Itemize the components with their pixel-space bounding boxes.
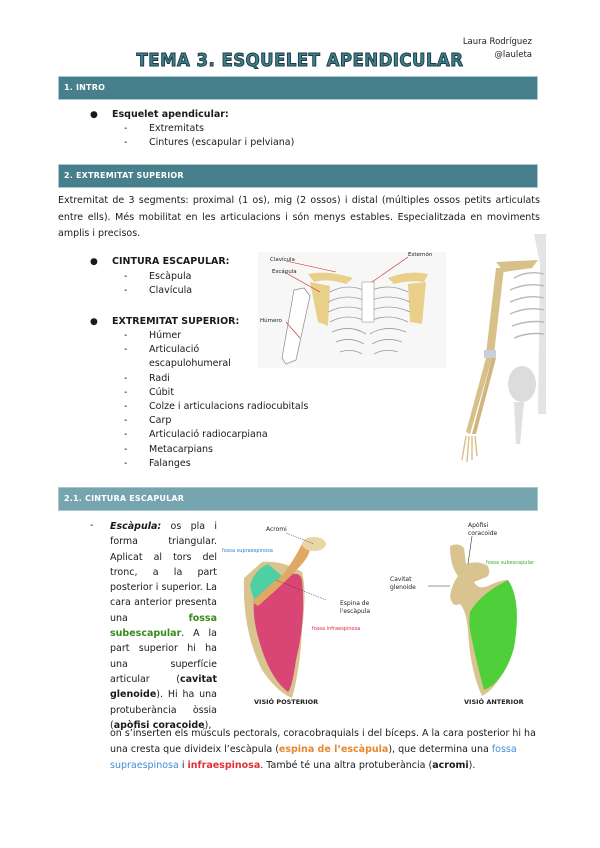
section-header-cintura-escapular: 2.1. CINTURA ESCAPULAR <box>58 487 538 511</box>
escapula-term: Escàpula: <box>110 521 162 532</box>
bullet-esquelet-apendicular <box>90 108 229 122</box>
list-item: - Escàpula <box>124 270 192 284</box>
bullet-dot-icon: ● <box>90 257 98 267</box>
apofisi-coracoide-term: apòfisi coracoide <box>113 719 205 731</box>
label-fossa-supraespinosa: fossa supraespinosa <box>222 548 273 554</box>
fossa-subescapular-term: fossa subescapular <box>110 612 217 640</box>
label-escapula: Escápula <box>272 269 297 275</box>
section-header-intro: 1. INTRO <box>58 76 538 100</box>
list-item: - Articulació escapulohumeral <box>124 343 229 371</box>
text-span: ), que determina una <box>388 744 492 756</box>
arm-skeleton-illustration <box>458 234 550 464</box>
label-apofisi-coracoide: Apòfisi coracoide <box>468 522 498 537</box>
list-item: - Carp <box>124 414 324 428</box>
caption-visio-posterior: VISIÓ POSTERIOR <box>254 698 319 706</box>
list-item: - Falanges <box>124 457 324 471</box>
list-item: - Cúbit <box>124 386 324 400</box>
intro-list <box>124 122 294 150</box>
label-fossa-infraespinosa: fossa infraespinosa <box>312 626 361 632</box>
dash-marker: - <box>90 520 94 531</box>
list-item: - Clavícula <box>124 284 192 298</box>
fossa-supraespinosa-term: fossa supraespinosa <box>110 744 517 772</box>
cavitat-glenoide-term: cavitat glenoide <box>110 673 217 701</box>
text-span: on s’inserten els músculs pectorals, coracobraquials i del bíceps. A la cara posterior hi ha una cresta que divideix l’escàpula ( <box>110 728 536 756</box>
scapula-anterior-illustration <box>388 520 548 710</box>
list-item: - Radi <box>124 372 324 386</box>
list-item: - Extremitats <box>124 122 294 136</box>
list-item: - Cintures (escapular i pelviana) <box>124 136 294 150</box>
section-header-extremitat-superior: 2. EXTREMITAT SUPERIOR <box>58 164 538 188</box>
acromi-term: acromi <box>432 760 469 772</box>
bullet-label: EXTREMITAT SUPERIOR: <box>112 316 240 327</box>
list-item: - Colze i articulacions radiocubitals <box>124 400 324 414</box>
scapula-posterior-figure <box>222 520 382 710</box>
bullet-cintura-escapular <box>90 255 229 269</box>
scapula-anterior-figure <box>388 520 548 710</box>
espina-escapula-term: espina de l’escàpula <box>278 744 389 756</box>
label-clavicula: Clavícula <box>270 257 295 263</box>
author-name: Laura Rodríguez <box>462 37 532 47</box>
text-span: ), <box>204 719 212 731</box>
author-handle: @lauleta <box>494 50 532 60</box>
text-span: os pla i forma triangular. Aplicat al tors del tronc, a la part posterior i superior. La cara anterior presenta una <box>110 521 217 624</box>
label-espina-escapula: Espina de l'escàpula <box>340 600 371 615</box>
bullet-extremitat-superior <box>90 315 239 329</box>
arm-skeleton-figure <box>458 234 550 464</box>
infraespinosa-term: infraespinosa <box>187 760 261 772</box>
bullet-dot-icon: ● <box>90 110 98 120</box>
list-item: - Húmer <box>124 329 324 343</box>
label-cavitat-glenoide: Cavitat glenoide <box>390 576 416 591</box>
label-esternon: Esternón <box>408 252 433 258</box>
bullet-label: Esquelet apendicular: <box>112 109 229 120</box>
text-span: . A la part superior hi ha una superfície articular ( <box>110 628 217 685</box>
escapula-continuation-paragraph <box>110 726 542 775</box>
extremitat-paragraph: Extremitat de 3 segments: proximal (1 os), mig (2 ossos) i distal (múltiples ossos petits articulats entre ells). Més mobilitat en les articulacions i són menys estables. Especialitzada en moviments amplis i precisos. <box>58 195 540 239</box>
page-title: TEMA 3. ESQUELET APENDICULAR <box>136 50 464 71</box>
bullet-dot-icon: ● <box>90 317 98 327</box>
label-acromi: Acromi <box>266 526 287 533</box>
text-span: ). <box>468 760 476 772</box>
escapula-paragraph <box>110 519 217 733</box>
label-fossa-subescapular: fossa subescapular <box>486 560 534 566</box>
bullet-label: CINTURA ESCAPULAR: <box>112 256 230 267</box>
list-item: - Articulació radiocarpiana <box>124 428 324 442</box>
cintura-list <box>124 270 192 298</box>
text-span: ). Hi ha una protuberància òssia ( <box>110 689 217 731</box>
list-item: - Metacarpians <box>124 443 324 457</box>
label-humero: Húmero <box>260 318 282 324</box>
text-span: i <box>178 760 188 772</box>
thorax-figure <box>258 252 446 368</box>
caption-visio-anterior: VISIÓ ANTERIOR <box>464 698 524 706</box>
text-span: . També té una altra protuberància ( <box>260 760 433 772</box>
